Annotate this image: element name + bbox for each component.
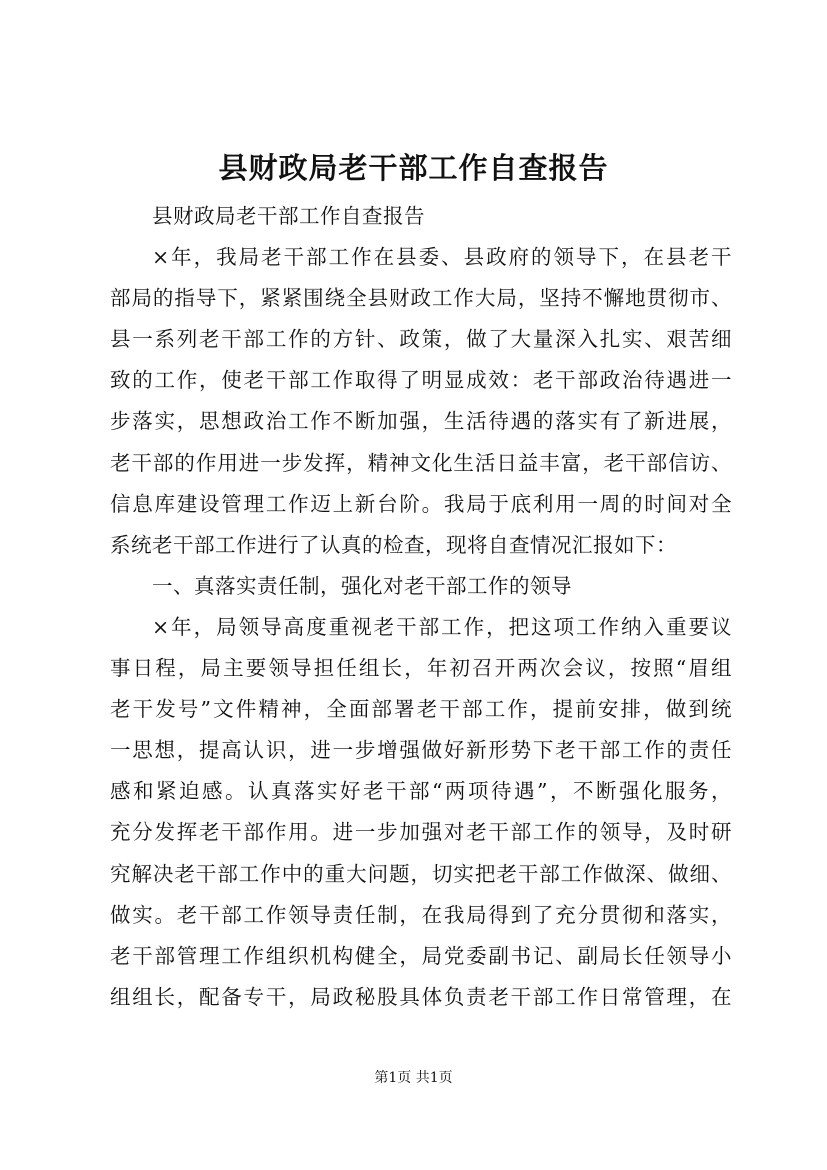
body-line: 老干部的作用进一步发挥，精神文化生活日益丰富，老干部信访、: [110, 450, 732, 475]
body-line: ×年，我局老干部工作在县委、县政府的领导下，在县老干: [152, 245, 732, 270]
body-line: 老干发号”文件精神，全面部署老干部工作，提前安排，做到统: [110, 697, 732, 722]
document-title: 县财政局老干部工作自查报告: [218, 151, 609, 185]
body-line: 部局的指导下，紧紧围绕全县财政工作大局，坚持不懈地贯彻市、: [110, 286, 732, 311]
body-line: 一思想，提高认识，进一步增强做好新形势下老干部工作的责任: [110, 738, 732, 763]
body-line: 感和紧迫感。认真落实好老干部“两项待遇”，不断强化服务，: [110, 779, 732, 804]
body-line: 组组长，配备专干，局政秘股具体负责老干部工作日常管理，在: [110, 984, 732, 1009]
body-line: 系统老干部工作进行了认真的检查，现将自查情况汇报如下：: [110, 532, 677, 557]
body-line: 做实。老干部工作领导责任制，在我局得到了充分贯彻和落实，: [110, 902, 732, 927]
body-line: 事日程，局主要领导担任组长，年初召开两次会议，按照“眉组: [110, 656, 732, 681]
body-line: 究解决老干部工作中的重大问题，切实把老干部工作做深、做细、: [110, 861, 732, 886]
document-body: [110, 196, 732, 1018]
body-line: 步落实，思想政治工作不断加强，生活待遇的落实有了新进展，: [110, 409, 732, 434]
body-line-subtitle: 县财政局老干部工作自查报告: [152, 204, 425, 228]
body-line: 县一系列老干部工作的方针、政策，做了大量深入扎实、艰苦细: [110, 327, 732, 352]
body-line: 信息库建设管理工作迈上新台阶。我局于底利用一周的时间对全: [110, 491, 732, 516]
body-line: 老干部管理工作组织机构健全，局党委副书记、副局长任领导小: [110, 943, 732, 968]
section-heading: 一、真落实责任制，强化对老干部工作的领导: [152, 573, 572, 598]
body-line: ×年，局领导高度重视老干部工作，把这项工作纳入重要议: [152, 614, 732, 639]
body-line: 致的工作，使老干部工作取得了明显成效：老干部政治待遇进一: [110, 368, 732, 393]
body-line: 充分发挥老干部作用。进一步加强对老干部工作的领导，及时研: [110, 820, 732, 845]
page-number-footer: 第1页 共1页: [374, 1070, 453, 1086]
